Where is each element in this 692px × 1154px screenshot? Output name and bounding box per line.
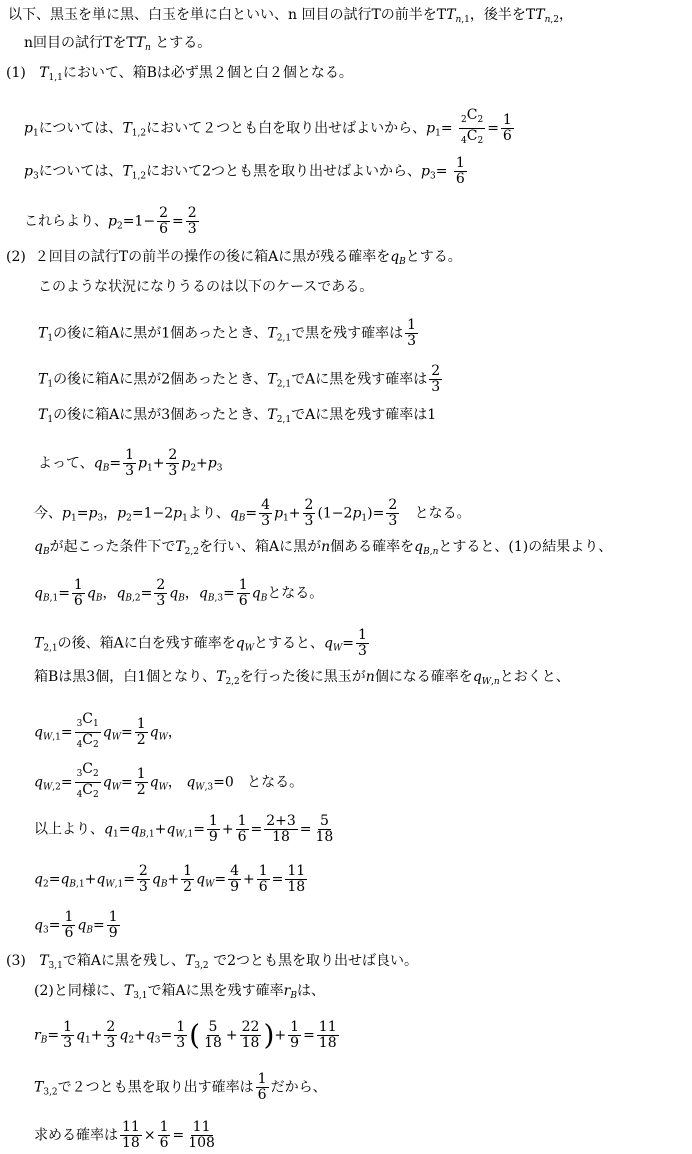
part2-qw: $T_{2,1}$の後、箱Aに白を残す確率を$q_W$とすると、$q_W=$ $\frac{1}{3}$: [34, 627, 367, 659]
part2-case-2: $T_1$の後に箱Aに黒が2個あったとき、$T_{2,1}$でAに黒を残す確率は $\frac{2}{3}$: [38, 363, 441, 395]
part2-q3: $q_3=$ $\frac{1}{6}$ $q_B=$ $\frac{1}{9}$: [34, 909, 118, 941]
part3-answer: 求める確率は $\frac{11}{18}$ × $\frac{1}{6}$ = $\frac{11}{108}$: [34, 1119, 215, 1151]
intro-line-2: n回目の試行Tを$TT_n$ とする。: [24, 35, 212, 53]
part1-p2: これらより、$p_2=1-$ $\frac{2}{6}$ = $\frac{2}{3}$: [24, 205, 197, 237]
part3-line-4: $T_{3,2}$で２つとも黒を取り出す確率は $\frac{1}{6}$ だから、: [34, 1071, 327, 1103]
part2-qw1: $q_{W,1}=$ $\frac{_3C_1}{_4C_2}$ $q_W=$ $\frac{1}{2}$ $q_W$，: [34, 711, 182, 750]
intro-line-1: 以下、黒玉を単に黒、白玉を単に白といい、n 回目の試行Tの前半を$TT_{n,1}$，後半を$TT_{n,2}$，: [8, 7, 573, 25]
part2-case-3: $T_1$の後に箱Aに黒が3個あったとき、$T_{2,1}$でAに黒を残す確率は1: [38, 407, 437, 425]
part2-q1: 以上より、$q_1=q_{B,1}+q_{W,1}=$ $\frac{1}{9}$ + $\frac{1}{6}$ = $\frac{2+3}{18}$ = $\frac{5}{18}$: [34, 813, 334, 845]
part2-qb-split: $q_{B,1}=$ $\frac{1}{6}$ $q_B$，$q_{B,2}=$ $\frac{2}{3}$ $q_B$，$q_{B,3}=$ $\frac{1}{6}$ $q_B$となる。: [34, 577, 324, 609]
part1-p3: $p_3$については、$T_{1,2}$において2つとも黒を取り出せばよいから、$p_3=$ $\frac{1}{6}$: [24, 155, 465, 187]
part2-qb-formula: よって、$q_B=$ $\frac{1}{3}$ $p_1+$ $\frac{2}{3}$ $p_2+p_3$: [38, 447, 223, 479]
part1-head: (1) $T_{1,1}$において、箱Bは必ず黒２個と白２個となる。: [6, 65, 353, 83]
part2-case-intro: このような状況になりうるのは以下のケースである。: [38, 279, 374, 295]
part2-q2: $q_2=q_{B,1}+q_{W,1}=$ $\frac{2}{3}$ $q_B+$ $\frac{1}{2}$ $q_W=$ $\frac{4}{9}$ + $\frac{1}{6}$ = $\frac{11}{18}$: [34, 863, 306, 895]
part1-p1: $p_1$については、$T_{1,2}$において２つとも白を取り出せばよいから、$p_1=$ $\frac{_2C_2}{_4C_2}$ = $\frac{1}{6}$: [24, 107, 512, 146]
part3-rb: $r_B=$ $\frac{1}{3}$ $q_1+$ $\frac{2}{3}$ $q_2+q_3=$ $\frac{1}{3}$ ( $\frac{5}{18}$ + $\frac{22}{18}$ )+ $\frac{1}{9}$ = $\frac{11}{18}$: [34, 1018, 337, 1052]
part2-case-1: $T_1$の後に箱Aに黒が1個あったとき、$T_{2,1}$で黒を残す確率は $\frac{1}{3}$: [38, 317, 416, 349]
part2-box-b: 箱Bは黒3個，白1個となり、$T_{2,2}$を行った後に黒玉がn個になる確率を$q_{W,n}$とおくと、: [34, 669, 570, 687]
part2-qb-value: 今、$p_1=p_3$，$p_2=1-2p_1$より、$q_B=$ $\frac{4}{3}$ $p_1+$ $\frac{2}{3}$ $(1-2p_1)=$ $\frac{2}{3}$ となる。: [34, 497, 471, 529]
part2-cond: $q_B$が起こった条件下で$T_{2,2}$を行い、箱Aに黒がn個ある確率を$q_{B,n}$とすると、(1)の結果より、: [34, 539, 613, 557]
part3-line-2: (2)と同様に、$T_{3,1}$で箱Aに黒を残す確率$r_B$は、: [34, 983, 325, 1001]
part3-head: (3) $T_{3,1}$で箱Aに黒を残し、$T_{3,2}$ で2つとも黒を取り出せば良い。: [6, 953, 419, 971]
part2-head: (2) ２回目の試行Tの前半の操作の後に箱Aに黒が残る確率を$q_B$とする。: [6, 249, 462, 267]
part2-qw2: $q_{W,2}=$ $\frac{_3C_2}{_4C_2}$ $q_W=$ $\frac{1}{2}$ $q_W$， $q_{W,3}=0$ となる。: [34, 761, 304, 800]
